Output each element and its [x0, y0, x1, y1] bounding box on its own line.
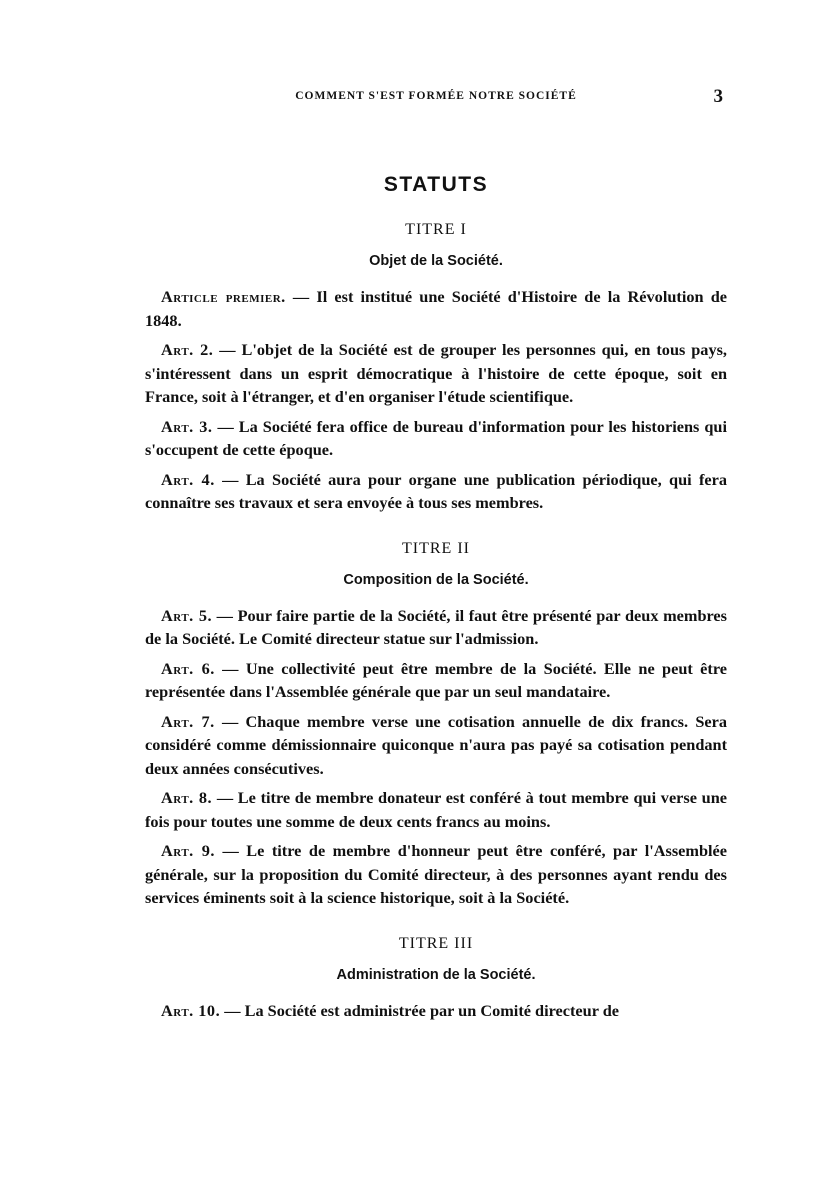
article-1 — [145, 285, 727, 332]
document-page — [145, 86, 727, 1028]
article-text: — Le titre de membre d'honneur peut être conféré, par l'Assemblée générale, sur la proposition du Comité directeur, à des personnes ayant rendu des services éminents soit à la science historique, soit à la Société. — [145, 841, 727, 907]
article-label: Art. 3. — [161, 416, 213, 436]
main-title: STATUTS — [383, 173, 489, 196]
article-label: Art. 5. — [161, 605, 213, 625]
article-8 — [145, 786, 727, 833]
titre-1-heading: TITRE I — [405, 221, 467, 238]
article-text: — Pour faire partie de la Société, il faut être présenté par deux membres de la Société. Le Comité directeur statue sur l'admission. — [145, 605, 727, 648]
page-number: 3 — [713, 86, 723, 107]
article-text: — La Société aura pour organe une publication périodique, qui fera connaître ses travaux et sera envoyée à tous ses membres. — [145, 469, 727, 512]
article-3 — [145, 415, 727, 462]
article-text: — Une collectivité peut être membre de la Société. Elle ne peut être représentée dans l'Assemblée générale que par un seul mandataire. — [145, 658, 727, 701]
titre-3-subtitle: Administration de la Société. — [336, 966, 536, 983]
titre-2-heading: TITRE II — [402, 539, 470, 557]
running-title: COMMENT S'EST FORMÉE NOTRE SOCIÉTÉ — [295, 90, 577, 102]
article-label: Art. 4. — [161, 469, 215, 489]
article-label: Art. 10. — [161, 1000, 221, 1020]
titre-1-subtitle: Objet de la Société. — [369, 253, 503, 269]
article-label: Art. 7. — [161, 711, 215, 731]
article-5 — [145, 604, 727, 651]
article-label: Article premier. — [161, 287, 286, 306]
article-text: — La Société fera office de bureau d'information pour les historiens qui s'occupent de cette époque. — [145, 416, 727, 459]
article-10 — [145, 999, 727, 1023]
article-text: — La Société est administrée par un Comité directeur de — [220, 1000, 619, 1020]
running-header — [145, 86, 727, 116]
article-text: — Il est institué une Société d'Histoire de la Révolution de 1848. — [145, 287, 727, 330]
article-label: Art. 2. — [161, 340, 214, 359]
article-2 — [145, 338, 727, 409]
article-label: Art. 9. — [161, 841, 215, 860]
article-label: Art. 6. — [161, 658, 215, 678]
article-text: — L'objet de la Société est de grouper les personnes qui, en tous pays, s'intéressent dans un esprit démocratique à l'histoire de cette époque, soit en France, soit à l'étranger, et d'en organiser l'étude scientifique. — [145, 340, 727, 406]
article-4 — [145, 468, 727, 515]
article-6 — [145, 657, 727, 704]
titre-2-subtitle: Composition de la Société. — [343, 571, 529, 588]
article-label: Art. 8. — [161, 788, 213, 807]
article-9 — [145, 839, 727, 910]
titre-3-heading: TITRE III — [398, 934, 474, 952]
article-7 — [145, 710, 727, 781]
article-text: — Le titre de membre donateur est conféré à tout membre qui verse une fois pour toutes une somme de deux cents francs au moins. — [145, 788, 727, 831]
article-text: — Chaque membre verse une cotisation annuelle de dix francs. Sera considéré comme démissionnaire quiconque n'aura pas payé sa cotisation pendant deux années consécutives. — [145, 711, 727, 778]
